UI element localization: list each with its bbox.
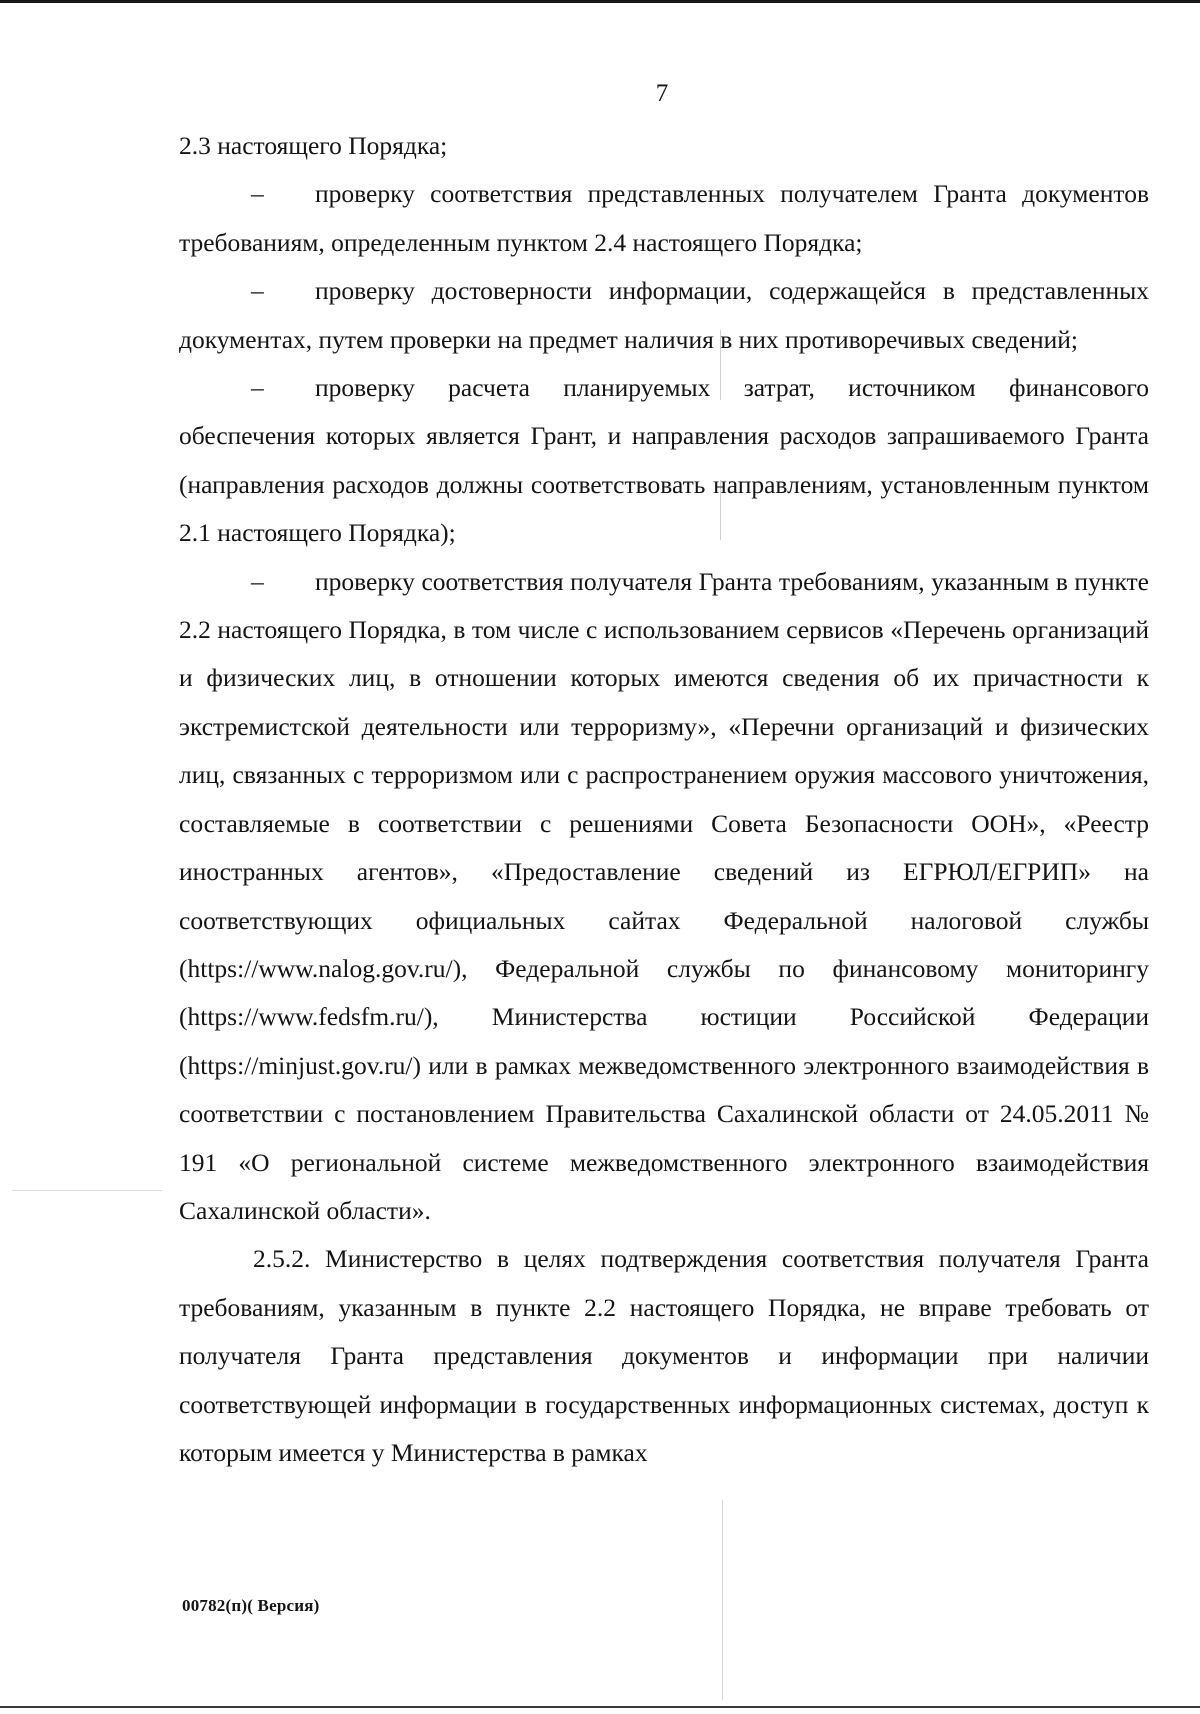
scan-artifact-line (722, 1500, 723, 1700)
list-item-text: проверку расчета планируемых затрат, источником финансового обеспечения которых является Грант, и направления расходов запрашиваемого Гранта (направления расходов должны соответствовать направлениям, установленным пунктом 2.1 настоящего Порядка); (179, 373, 1149, 548)
list-item (179, 558, 1149, 1236)
scan-top-border (0, 0, 1200, 3)
list-item (179, 267, 1149, 364)
scan-artifact-line (720, 480, 721, 540)
list-item (179, 170, 1149, 267)
dash-marker: – (251, 179, 264, 209)
scan-artifact-line (720, 330, 721, 400)
dash-marker: – (251, 276, 264, 306)
paragraph-continuation: 2.3 настоящего Порядка; (179, 131, 448, 160)
paragraph-2-5-2: 2.5.2. Министерство в целях подтверждения соответствия получателя Гранта требованиям, указанным в пункте 2.2 настоящего Порядка, не вправе требовать от получателя Гранта представления документов и информации при наличии соответствующей информации в государственных информационных системах, доступ к которым имеется у Министерства в рамках (179, 1244, 1149, 1467)
scan-artifact-dots (12, 1190, 162, 1191)
list-item-text: проверку соответствия представленных получателем Гранта документов требованиям, определенным пунктом 2.4 настоящего Порядка; (179, 179, 1149, 257)
dash-marker: – (251, 566, 264, 596)
list-item (179, 364, 1149, 558)
document-version-code: 00782(п)( Версия) (182, 1596, 320, 1615)
list-item-text: проверку достоверности информации, содержащейся в представленных документах, путем проверки на предмет наличия в них противоречивых сведений; (179, 276, 1149, 354)
scan-bottom-border (0, 1706, 1200, 1708)
list-item-text: проверку соответствия получателя Гранта требованиям, указанным в пункте 2.2 настоящего Порядка, в том числе с использованием сервисов «Перечень организаций и физических лиц, в отношении которых имеются сведения об их причастности к экстремистской деятельности или терроризму», «Перечни организаций и физических лиц, связанных с терроризмом или с распространением оружия массового уничтожения, составляемые в соответствии с решениями Совета Безопасности ООН», «Реестр иностранных агентов», «Предоставление сведений из ЕГРЮЛ/ЕГРИП» на соответствующих официальных сайтах Федеральной налоговой службы (https://www.nalog.gov.ru/), Федеральной службы по финансовому мониторингу (https://www.fedsfm.ru/), Министерства юстиции Российской Федерации (https://minjust.gov.ru/) или в рамках межведомственного электронного взаимодействия в соответствии с постановлением Правительства Сахалинской области от 24.05.2011 № 191 «О региональной системе межведомственного электронного взаимодействия Сахалинской области». (179, 566, 1149, 1225)
document-body (179, 122, 1149, 1477)
page-number: 7 (655, 80, 669, 107)
dash-marker: – (251, 373, 264, 403)
